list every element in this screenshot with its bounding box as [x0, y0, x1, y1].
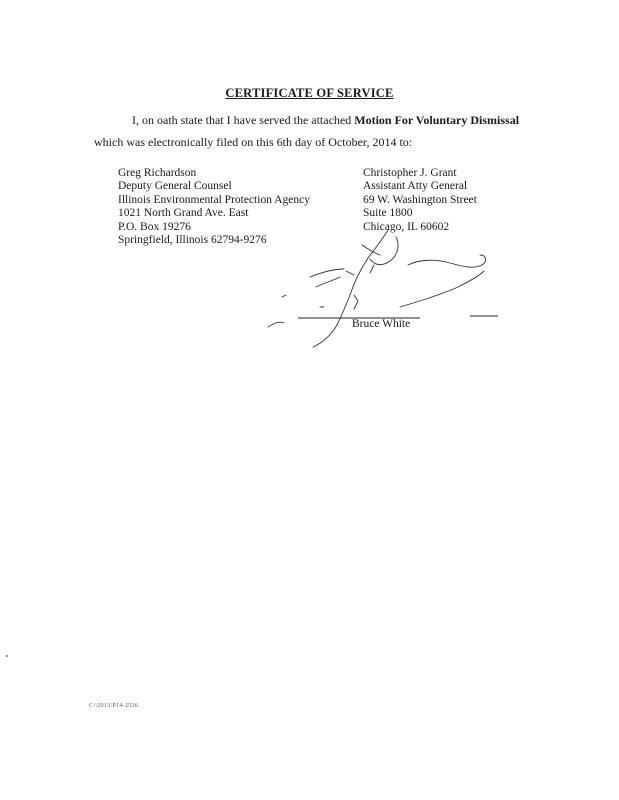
- address-line: Illinois Environmental Protection Agency: [118, 193, 310, 206]
- address-line: Springfield, Illinois 62794-9276: [118, 233, 267, 246]
- address-line: 1021 North Grand Ave. East: [118, 207, 249, 220]
- address-line: Deputy General Counsel: [118, 180, 232, 193]
- address-line: P.O. Box 19276: [118, 220, 191, 233]
- service-statement-line-2: which was electronically filed on this 6th day of October, 2014 to:: [94, 135, 413, 149]
- document-title: CERTIFICATE OF SERVICE: [225, 86, 394, 100]
- address-line: Christopher J. Grant: [363, 167, 457, 179]
- service-statement-line-1: [132, 113, 519, 128]
- address-line: Assistant Atty General: [363, 180, 468, 193]
- statement-text: I, on oath state that I have served the attached: [132, 113, 355, 127]
- address-line: Suite 1800: [363, 207, 413, 220]
- signer-name: Bruce White: [352, 318, 411, 330]
- address-line: Chicago, IL 60602: [363, 220, 450, 233]
- footer-file-code: C:\2013\P14-2536: [89, 703, 139, 709]
- address-line: 69 W. Washington Street: [363, 193, 477, 206]
- recipient-address-right: [363, 167, 477, 234]
- address-line: Greg Richardson: [118, 167, 197, 179]
- handwritten-signature: [250, 225, 510, 355]
- scan-speck: [6, 655, 8, 657]
- motion-title: Motion For Voluntary Dismissal: [354, 113, 520, 127]
